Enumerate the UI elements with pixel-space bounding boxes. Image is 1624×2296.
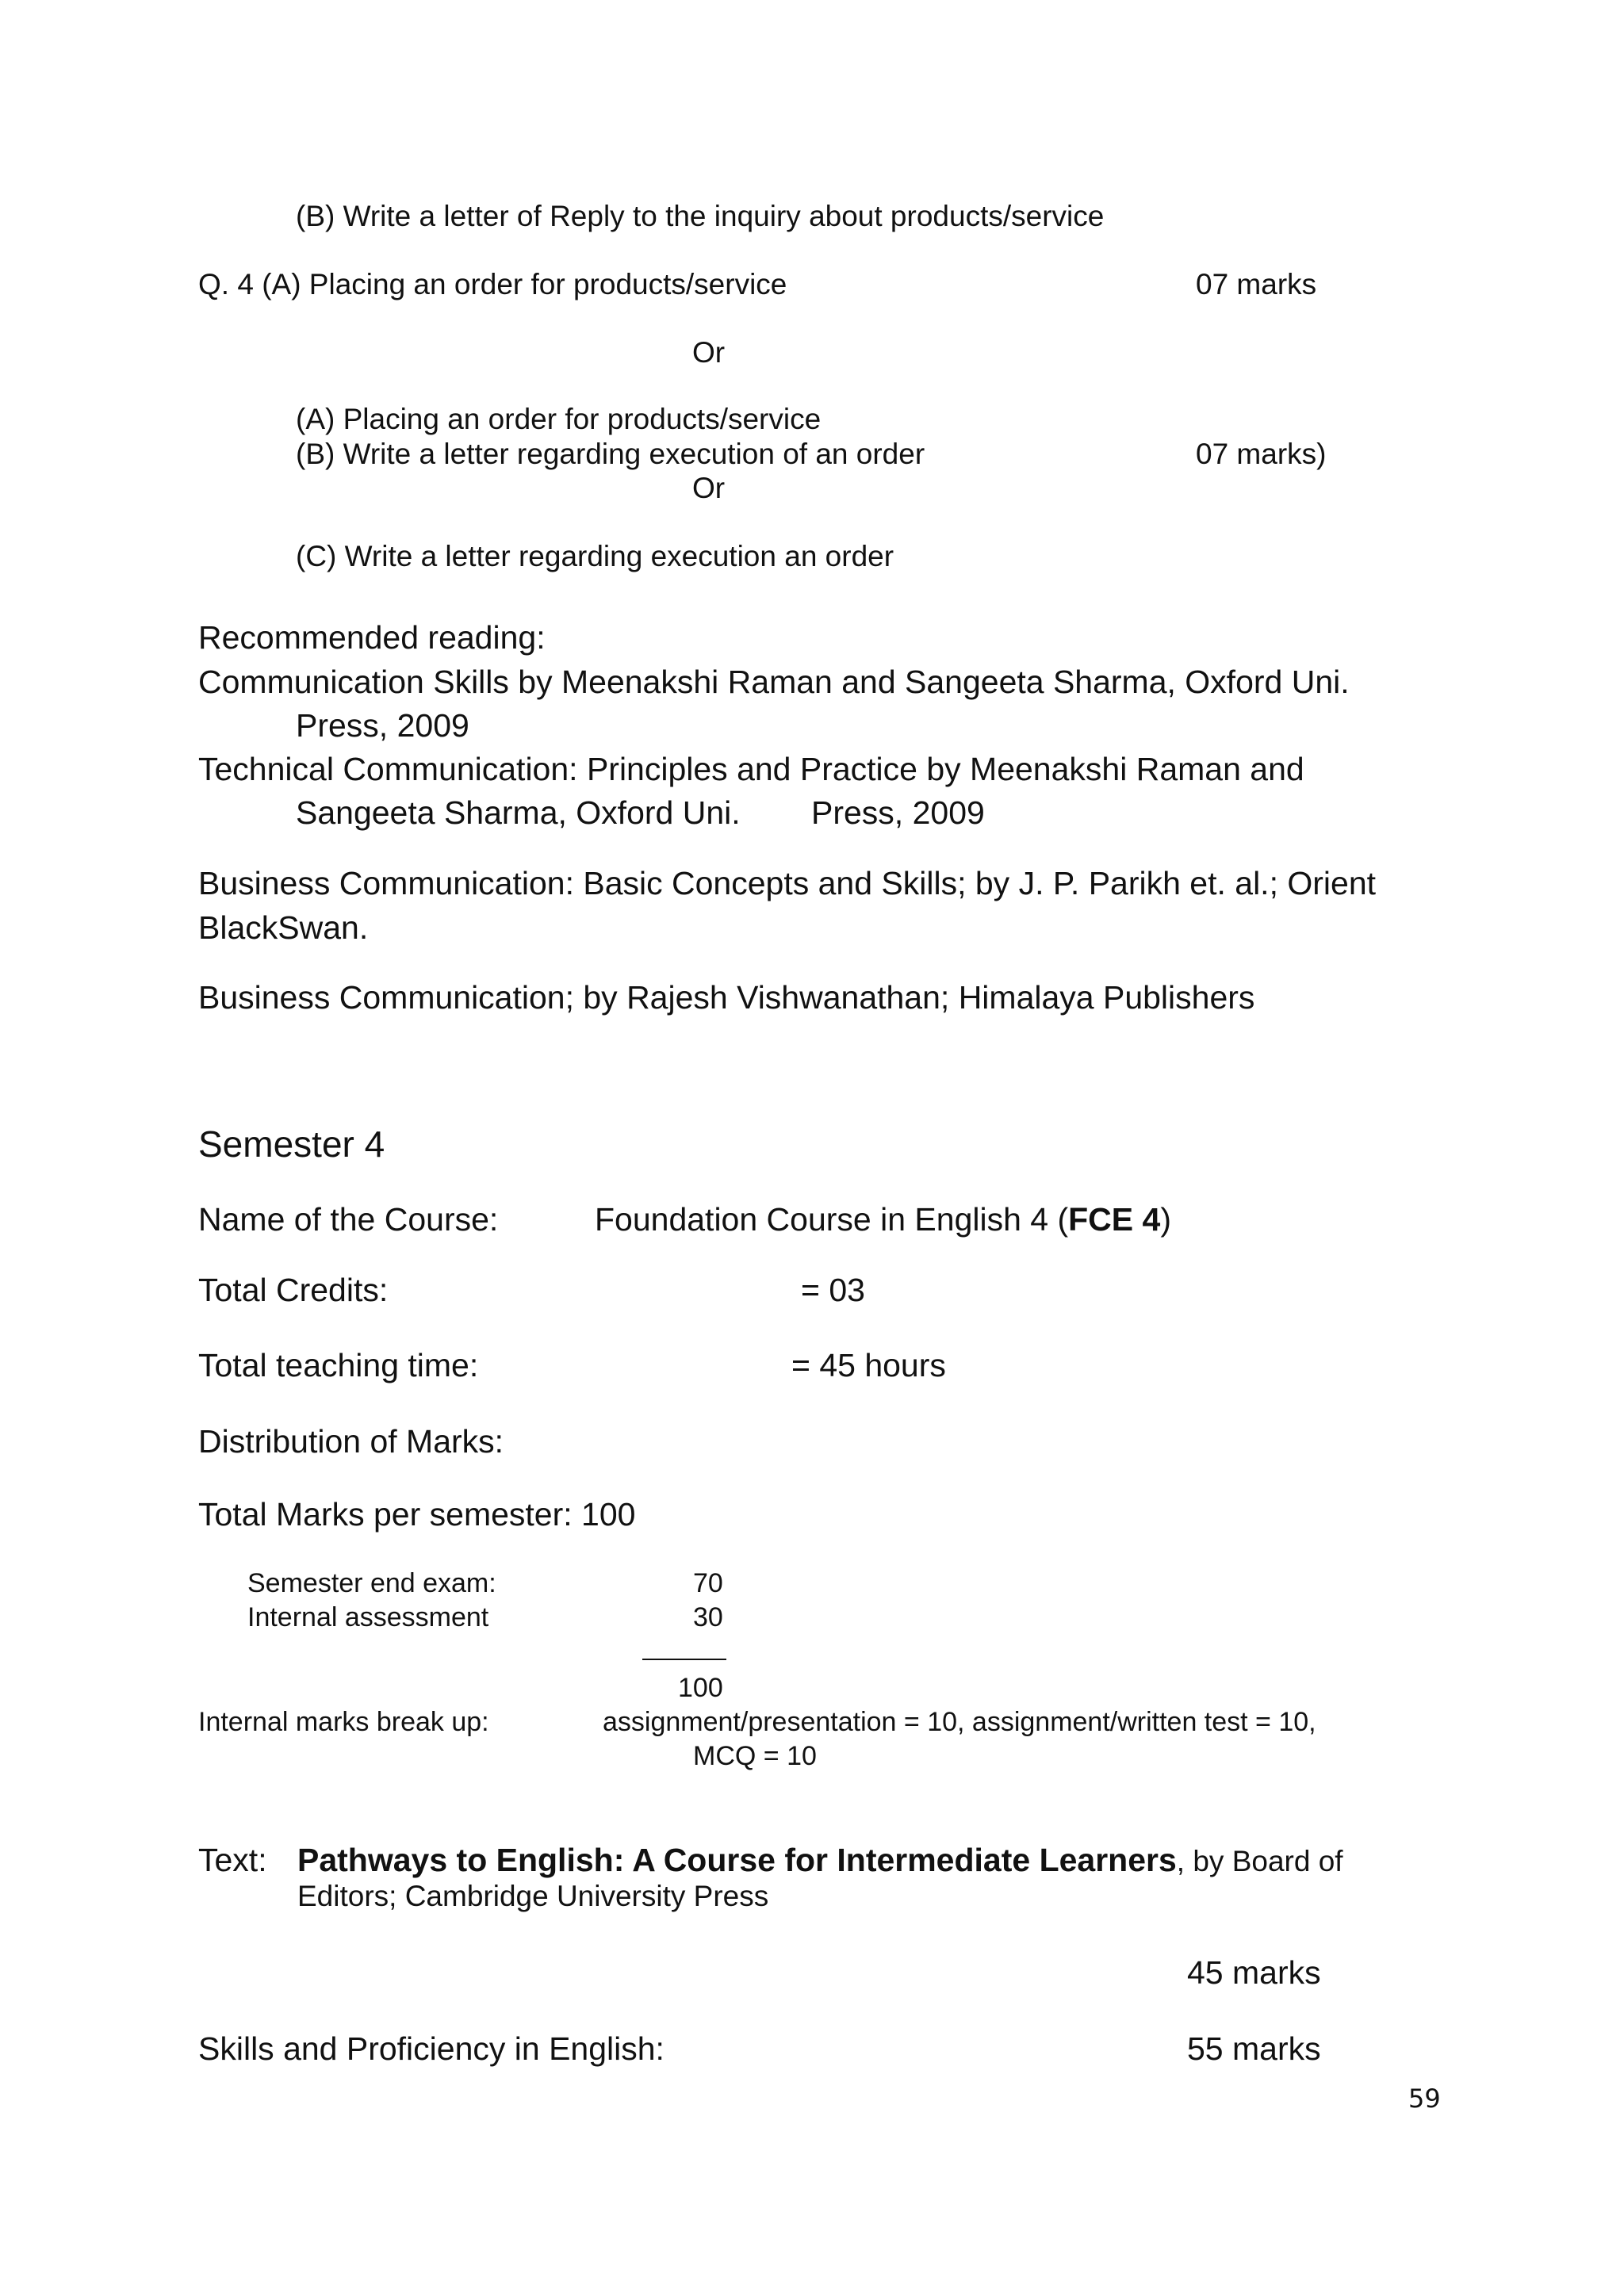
q4-or-2: Or: [692, 472, 726, 504]
breakup-line2: MCQ = 10: [693, 1741, 817, 1771]
q4-option-c: (C) Write a letter regarding execution an order: [296, 540, 894, 572]
reading-heading: Recommended reading:: [198, 619, 546, 656]
reading-book3-line1: Business Communication: Basic Concepts and Skills; by J. P. Parikh et. al.; Orient: [198, 865, 1377, 901]
q4-option-b: (B) Write a letter regarding execution of an order: [296, 438, 925, 470]
q3-option-b: (B) Write a letter of Reply to the inquiry about products/service: [296, 200, 1105, 232]
end-exam-label: Semester end exam:: [247, 1568, 496, 1598]
total-marks-label: Total Marks per semester: 100: [198, 1496, 636, 1533]
sum-value: 100: [678, 1673, 723, 1703]
internal-label: Internal assessment: [247, 1602, 489, 1632]
q4-marks-1: 07 marks: [1196, 268, 1317, 300]
course-code: FCE 4: [1068, 1201, 1161, 1238]
q4-or-1: Or: [692, 336, 726, 369]
breakup-line1: assignment/presentation = 10, assignment/written test = 10,: [603, 1707, 1316, 1737]
text-title-line: [297, 1844, 1343, 1877]
skills-marks: 55 marks: [1187, 2030, 1321, 2067]
reading-book3-line2: BlackSwan.: [198, 909, 369, 946]
credits-label: Total Credits:: [198, 1272, 389, 1308]
reading-book2-line2a: Sangeeta Sharma, Oxford Uni.: [296, 794, 741, 831]
credits-value: = 03: [801, 1272, 865, 1308]
end-exam-value: 70: [693, 1568, 723, 1598]
skills-label: Skills and Proficiency in English:: [198, 2030, 665, 2067]
text-line2: Editors; Cambridge University Press: [297, 1880, 769, 1912]
breakup-label: Internal marks break up:: [198, 1707, 489, 1737]
q4-heading: Q. 4 (A) Placing an order for products/service: [198, 268, 787, 300]
text-marks: 45 marks: [1187, 1954, 1321, 1991]
reading-book2-line2b: Press, 2009: [811, 794, 985, 831]
text-rest: , by Board of: [1176, 1845, 1343, 1877]
page-number: 59: [1408, 2084, 1441, 2114]
text-title: Pathways to English: A Course for Intermediate Learners: [297, 1842, 1177, 1878]
semester-title: Semester 4: [198, 1123, 385, 1165]
course-value: Foundation Course in English 4 (FCE 4): [595, 1201, 1171, 1238]
reading-book2-line1: Technical Communication: Principles and Practice by Meenakshi Raman and: [198, 751, 1304, 787]
teaching-time-value: = 45 hours: [791, 1347, 946, 1383]
text-label: Text:: [198, 1842, 267, 1878]
sum-rule: [642, 1659, 726, 1660]
teaching-time-label: Total teaching time:: [198, 1347, 479, 1383]
reading-book1-line1: Communication Skills by Meenakshi Raman and Sangeeta Sharma, Oxford Uni.: [198, 664, 1350, 700]
internal-value: 30: [693, 1602, 723, 1632]
reading-book4: Business Communication; by Rajesh Vishwanathan; Himalaya Publishers: [198, 979, 1255, 1016]
q4-marks-2: 07 marks): [1196, 438, 1327, 470]
course-label: Name of the Course:: [198, 1201, 499, 1238]
distribution-label: Distribution of Marks:: [198, 1423, 504, 1460]
reading-book1-line2: Press, 2009: [296, 707, 469, 744]
q4-option-a: (A) Placing an order for products/service: [296, 403, 822, 435]
